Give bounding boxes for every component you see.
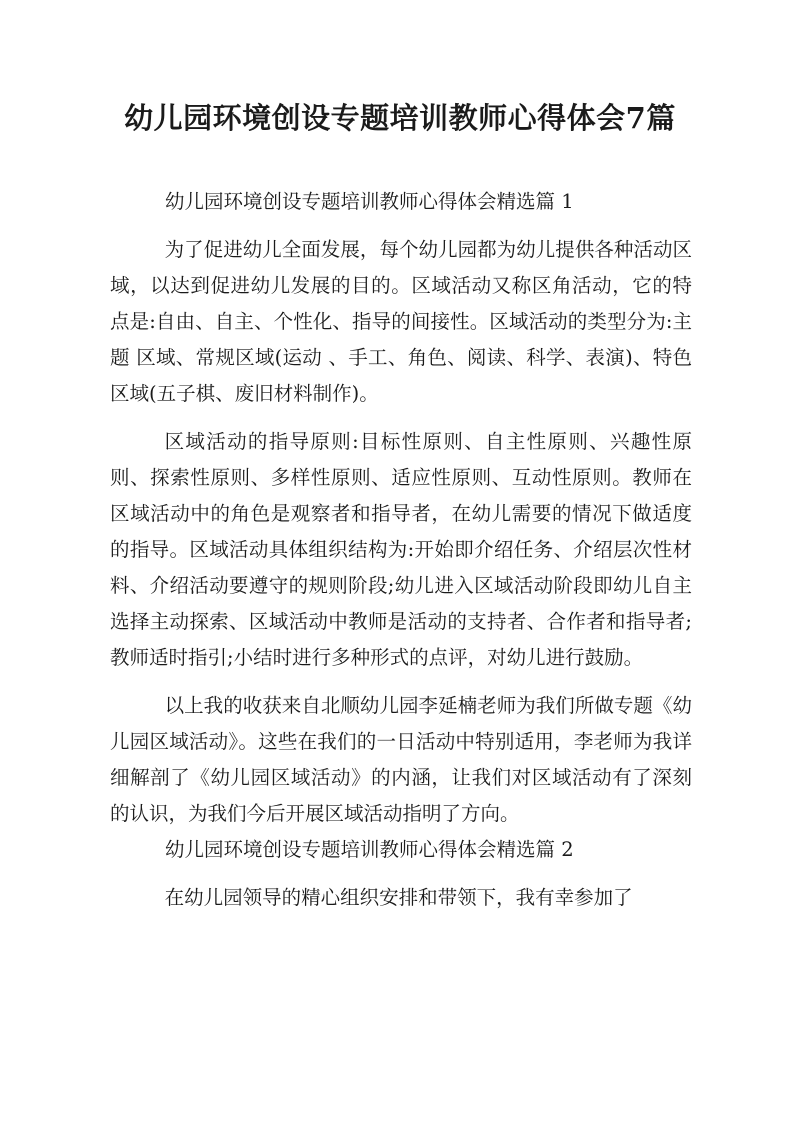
section-heading-1: 幼儿园环境创设专题培训教师心得体会精选篇 1 — [165, 190, 574, 213]
paragraph: 以上我的收获来自北顺幼儿园李延楠老师为我们所做专题《幼儿园区域活动》。这些在我们的一日活动中特别适用，李老师为我详细解剖了《幼儿园区域活动》的内涵，让我们对区域活动有了深刻的认识，为我们今后开展区域活动指明了方向。 — [110, 694, 692, 825]
paragraph: 在幼儿园领导的精心组织安排和带领下，我有幸参加了 — [164, 886, 633, 909]
paragraph: 为了促进幼儿全面发展，每个幼儿园都为幼儿提供各种活动区域，以达到促进幼儿发展的目的。区域活动又称区角活动，它的特点是:自由、自主、个性化、指导的间接性。区域活动的类型分为:主题 区域、常规区域(运动 、手工、角色、阅读、科学、表演)、特色区域(五子棋、废旧材料制作)。 — [110, 238, 692, 405]
document-title: 幼儿园环境创设专题培训教师心得体会7篇 — [124, 101, 676, 135]
document-body — [110, 184, 692, 916]
paragraph: 区域活动的指导原则:目标性原则、自主性原则、兴趣性原则、探索性原则、多样性原则、适应性原则、互动性原则。教师在区域活动中的角色是观察者和指导者，在幼儿需要的情况下做适度的指导。区域活动具体组织结构为:开始即介绍任务、介绍层次性材料、介绍活动要遵守的规则阶段;幼儿进入区域活动阶段即幼儿自主选择主动探索、区域活动中教师是活动的支持者、合作者和指导者;教师适时指引;小结时进行多种形式的点评，对幼儿进行鼓励。 — [110, 430, 692, 669]
section-heading-2: 幼儿园环境创设专题培训教师心得体会精选篇 2 — [165, 838, 574, 861]
